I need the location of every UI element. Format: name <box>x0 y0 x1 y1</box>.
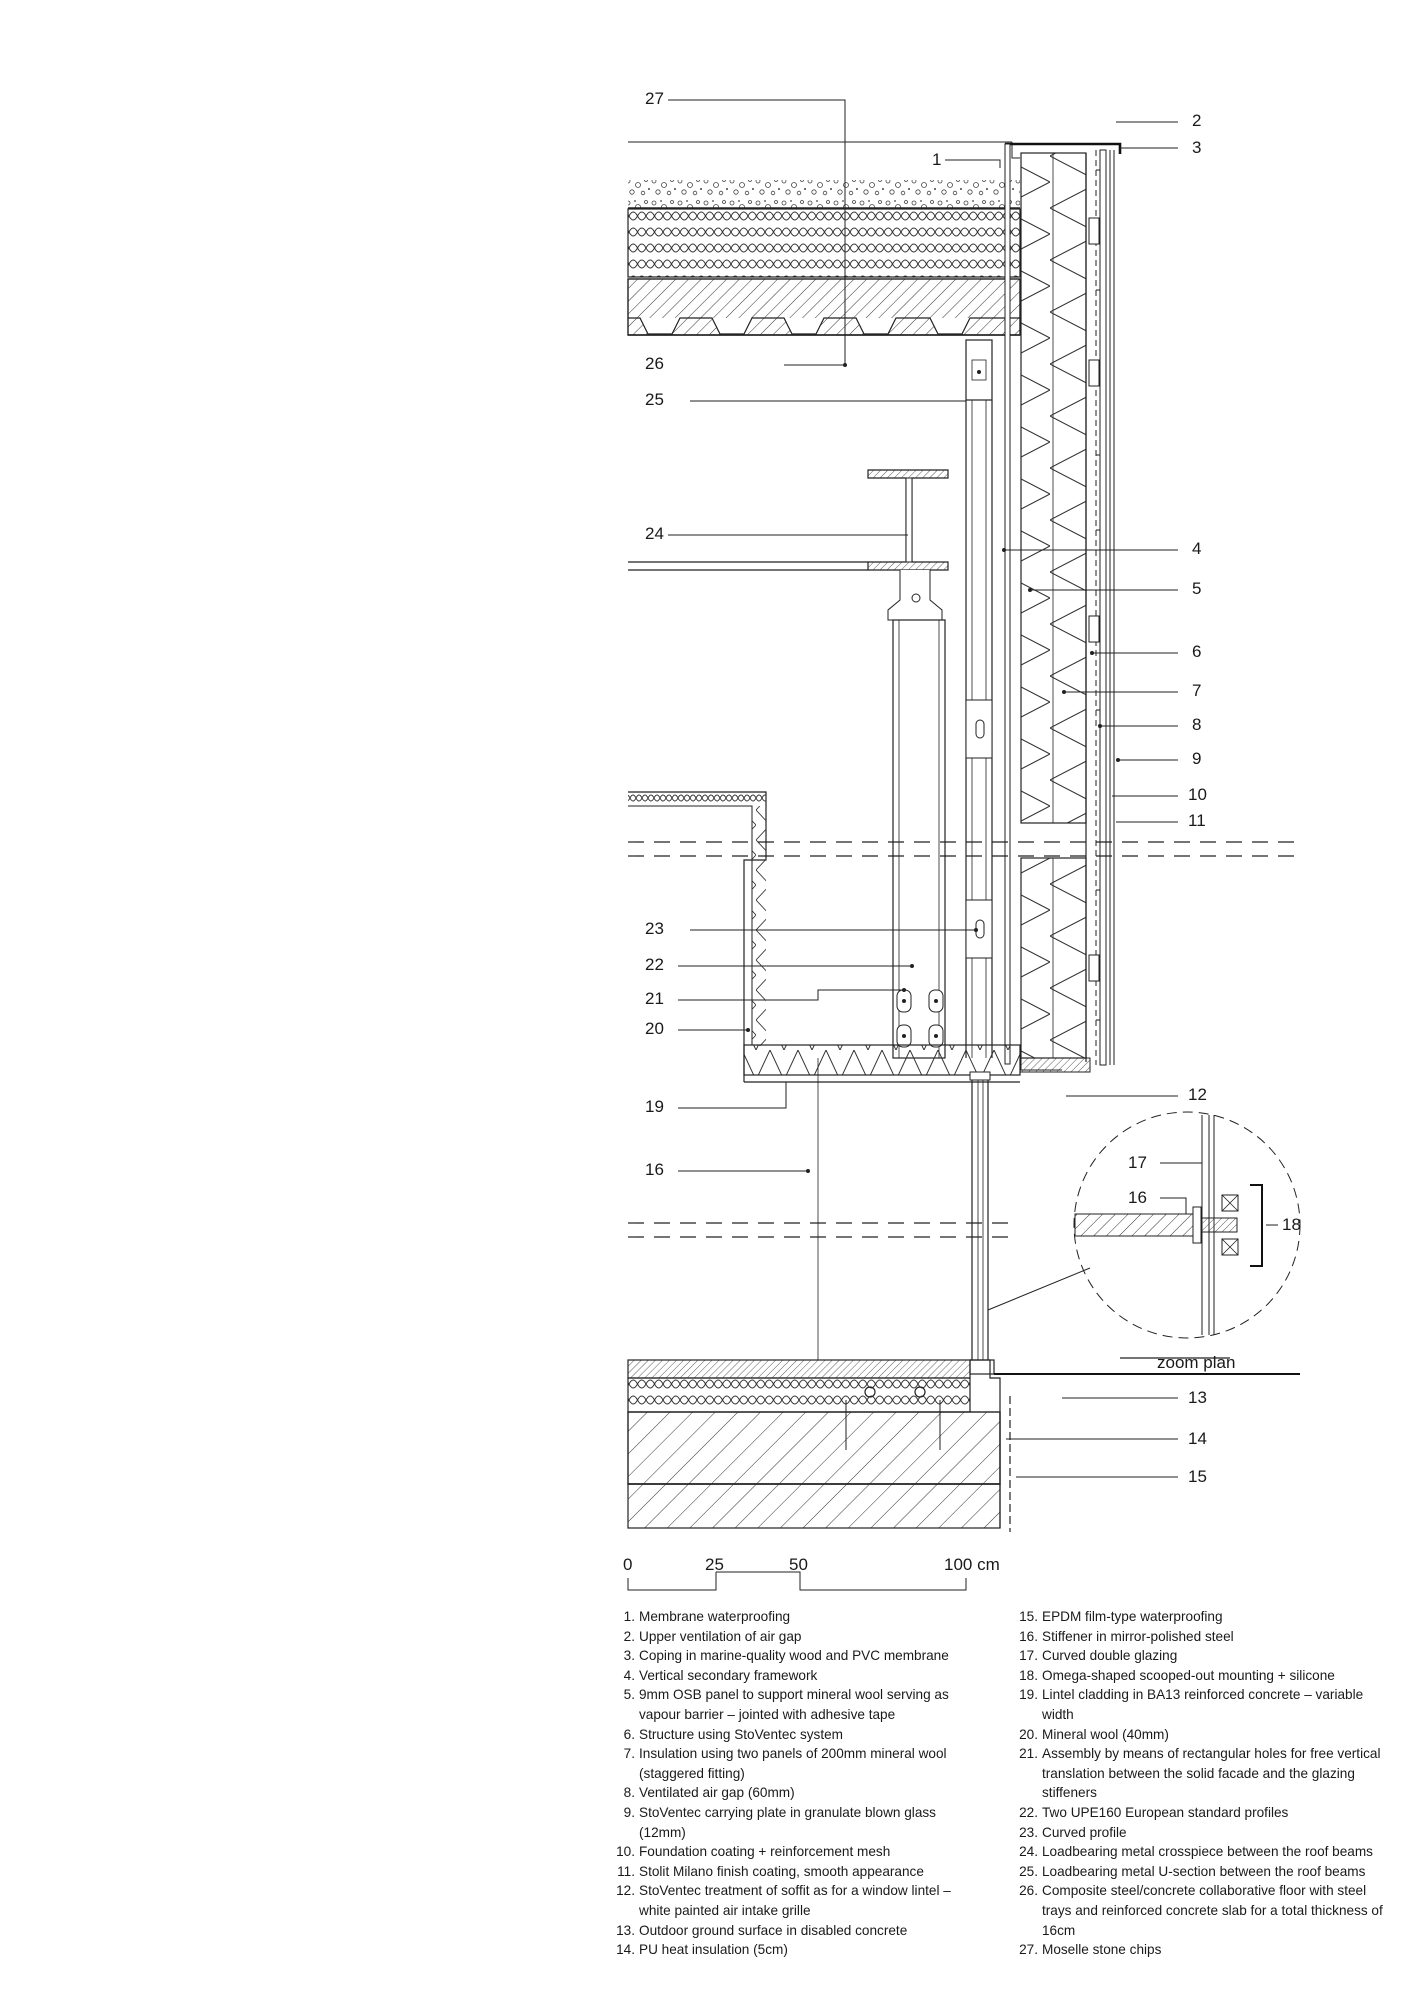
callout-label-4: 4 <box>1192 539 1202 558</box>
callout-label-20: 20 <box>645 1019 664 1038</box>
scale-tick-50: 50 <box>789 1555 808 1574</box>
legend-item <box>1018 1607 1393 1627</box>
legend-item-text: Stolit Milano finish coating, smooth appearance <box>639 1863 924 1879</box>
legend-item-text: Two UPE160 European standard profiles <box>1042 1804 1289 1820</box>
legend-item-number: 16. <box>1019 1628 1038 1644</box>
legend-item <box>1018 1744 1393 1803</box>
legend-item-number: 6. <box>623 1726 635 1742</box>
legend-item-number: 12. <box>616 1883 635 1899</box>
legend-item-text: Stiffener in mirror-polished steel <box>1042 1628 1234 1644</box>
zoom-plan-detail <box>988 1112 1300 1358</box>
legend-item-number: 26. <box>1019 1883 1038 1899</box>
legend-item-number: 1. <box>623 1609 635 1624</box>
callout-label-5: 5 <box>1192 579 1202 598</box>
legend-item <box>615 1666 980 1686</box>
legend-item-number: 25. <box>1019 1863 1038 1879</box>
wool-insulation-upper <box>1021 153 1086 823</box>
scale-tick-0: 0 <box>623 1555 633 1574</box>
legend-item-text: Moselle stone chips <box>1042 1942 1162 1958</box>
callout-label-10: 10 <box>1188 785 1207 804</box>
legend-item-text: StoVentec carrying plate in granulate blown glass (12mm) <box>639 1804 936 1840</box>
zoom-plan-caption: zoom plan <box>1157 1353 1236 1372</box>
callout-label-9: 9 <box>1192 749 1202 768</box>
legend-item-text: Coping in marine-quality wood and PVC membrane <box>639 1648 949 1664</box>
scale-tick-100: 100 cm <box>944 1555 1000 1574</box>
legend-item-number: 22. <box>1019 1804 1038 1820</box>
legend-item-number: 8. <box>623 1785 635 1801</box>
legend-item <box>615 1685 980 1724</box>
callout-label-26: 26 <box>645 354 664 373</box>
legend-item-number: 15. <box>1019 1609 1038 1624</box>
scale-bar <box>628 1572 966 1590</box>
legend-item <box>615 1607 980 1627</box>
legend-item <box>1018 1666 1393 1686</box>
legend-item-text: Ventilated air gap (60mm) <box>639 1785 795 1801</box>
callout-label-24: 24 <box>645 524 664 543</box>
legend-item-text: Vertical secondary framework <box>639 1667 818 1683</box>
legend-item-number: 7. <box>623 1746 635 1762</box>
legend-item-number: 11. <box>617 1863 635 1879</box>
legend-item <box>1018 1725 1393 1745</box>
legend-item <box>1018 1842 1393 1862</box>
legend-item-number: 14. <box>616 1942 635 1958</box>
callout-label-23: 23 <box>645 919 664 938</box>
legend-item-text: PU heat insulation (5cm) <box>639 1942 788 1958</box>
callout-label-1: 1 <box>932 150 942 169</box>
legend-item-text: Foundation coating + reinforcement mesh <box>639 1844 891 1860</box>
legend-item-text: Structure using StoVentec system <box>639 1726 844 1742</box>
legend-item-text: Omega-shaped scooped-out mounting + silicone <box>1042 1667 1335 1683</box>
legend-item <box>615 1921 980 1941</box>
callout-label-16: 16 <box>645 1160 664 1179</box>
legend-item-number: 9. <box>623 1804 635 1820</box>
lintel-cladding <box>628 792 1020 1082</box>
legend-item-number: 4. <box>623 1667 635 1683</box>
callout-label-3: 3 <box>1192 138 1202 157</box>
legend-item-number: 23. <box>1019 1824 1038 1840</box>
callout-label-13: 13 <box>1188 1388 1207 1407</box>
callout-label-7: 7 <box>1192 681 1202 700</box>
scale-tick-25: 25 <box>705 1555 724 1574</box>
legend-item-number: 19. <box>1019 1687 1038 1703</box>
legend-item-text: Mineral wool (40mm) <box>1042 1726 1169 1742</box>
legend-item <box>615 1627 980 1647</box>
legend-item <box>615 1725 980 1745</box>
legend-item <box>1018 1627 1393 1647</box>
callout-label-27: 27 <box>645 89 664 108</box>
legend-item-text: StoVentec treatment of soffit as for a window lintel – white painted air intake grille <box>639 1883 951 1918</box>
legend-item-text: Insulation using two panels of 200mm mineral wool (staggered fitting) <box>639 1746 947 1781</box>
legend-item <box>615 1862 980 1882</box>
legend-item <box>615 1803 980 1842</box>
legend-item-number: 18. <box>1019 1667 1038 1683</box>
callout-label-14: 14 <box>1188 1429 1207 1448</box>
roof-assembly <box>628 142 1020 335</box>
break-lines <box>628 842 1295 1237</box>
legend-item <box>615 1881 980 1920</box>
legend-item <box>615 1842 980 1862</box>
callout-label-21: 21 <box>645 989 664 1008</box>
legend-item-number: 21. <box>1019 1746 1038 1762</box>
legend-column-right <box>1018 1607 1393 1987</box>
legend-item <box>615 1783 980 1803</box>
legend-item <box>1018 1881 1393 1940</box>
legend-item-text: Curved double glazing <box>1042 1648 1178 1664</box>
legend-item-number: 10. <box>616 1844 635 1860</box>
legend-item-text: Membrane waterproofing <box>639 1609 791 1624</box>
legend-item-text: Upper ventilation of air gap <box>639 1628 802 1644</box>
legend-item <box>1018 1823 1393 1843</box>
legend-item-number: 2. <box>623 1628 635 1644</box>
legend-item-text: Assembly by means of rectangular holes for free vertical translation between the solid facade and the glazing stiffeners <box>1042 1746 1381 1801</box>
callout-label-15: 15 <box>1188 1467 1207 1486</box>
ventec-brackets <box>1089 218 1099 981</box>
legend-item-number: 17. <box>1019 1648 1038 1664</box>
facade-wall <box>1005 144 1120 1072</box>
zoom-label-16: 16 <box>1128 1188 1147 1207</box>
legend-item-text: Loadbearing metal U-section between the roof beams <box>1042 1863 1366 1879</box>
callout-label-22: 22 <box>645 955 664 974</box>
callout-label-6: 6 <box>1192 642 1202 661</box>
zoom-label-18: 18 <box>1282 1215 1301 1234</box>
legend-item <box>615 1744 980 1783</box>
legend-item-number: 3. <box>623 1648 635 1664</box>
zoom-label-17: 17 <box>1128 1153 1147 1172</box>
legend-item <box>615 1940 980 1960</box>
callout-label-11: 11 <box>1188 811 1206 830</box>
legend-item-text: Curved profile <box>1042 1824 1127 1840</box>
callout-label-19: 19 <box>645 1097 664 1116</box>
roof-insulation <box>628 209 1020 277</box>
legend <box>615 1607 1395 1987</box>
legend-item <box>1018 1862 1393 1882</box>
callout-label-8: 8 <box>1192 715 1202 734</box>
legend-item-text: 9mm OSB panel to support mineral wool serving as vapour barrier – jointed with adhesive tape <box>639 1687 949 1722</box>
legend-item <box>1018 1940 1393 1960</box>
lintel-insulation <box>744 1045 1020 1075</box>
legend-item-text: Composite steel/concrete collaborative floor with steel trays and reinforced concrete slab for a total thickness of 16cm <box>1042 1883 1383 1938</box>
legend-item <box>1018 1685 1393 1724</box>
legend-item-number: 20. <box>1019 1726 1038 1742</box>
steel-framework <box>628 340 992 1058</box>
legend-item-text: Outdoor ground surface in disabled concrete <box>639 1922 908 1938</box>
legend-item <box>615 1646 980 1666</box>
legend-item-number: 13. <box>616 1922 635 1938</box>
legend-item-text: EPDM film-type waterproofing <box>1042 1609 1223 1624</box>
carrier-plate <box>1100 150 1106 1065</box>
callout-label-12: 12 <box>1188 1085 1207 1104</box>
legend-item <box>1018 1646 1393 1666</box>
floor-assembly <box>628 1058 1300 1532</box>
callout-label-25: 25 <box>645 390 664 409</box>
legend-item-text: Lintel cladding in BA13 reinforced concrete – variable width <box>1042 1687 1364 1722</box>
legend-item-number: 5. <box>623 1687 635 1703</box>
legend-column-left <box>615 1607 980 1987</box>
callout-label-2: 2 <box>1192 111 1202 130</box>
wool-insulation-lower <box>1021 858 1086 1058</box>
legend-item-number: 27. <box>1019 1942 1038 1958</box>
legend-item-text: Loadbearing metal crosspiece between the roof beams <box>1042 1844 1373 1860</box>
legend-item <box>1018 1803 1393 1823</box>
legend-item-number: 24. <box>1019 1844 1038 1860</box>
gravel-layer <box>628 180 1020 208</box>
